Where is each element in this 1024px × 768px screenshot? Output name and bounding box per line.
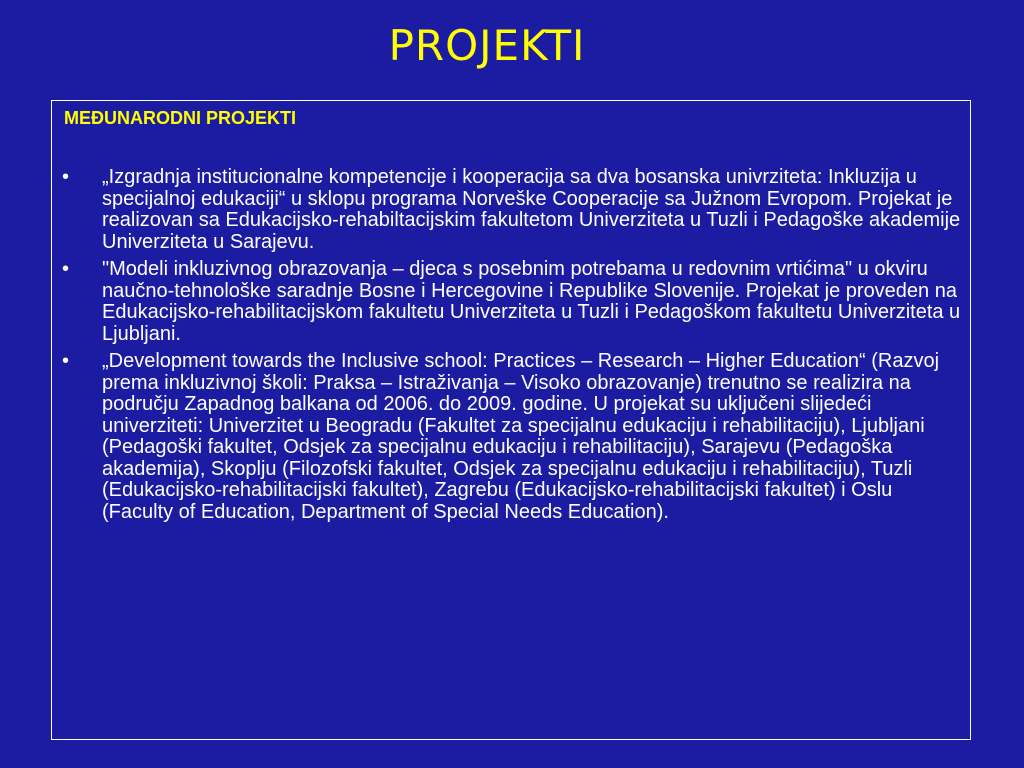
slide-title — [0, 18, 1024, 74]
bullet-marker: • — [62, 258, 70, 280]
project-list — [62, 167, 962, 529]
slide-title-text: PROJEKTI — [388, 21, 586, 70]
bullet-marker: • — [62, 166, 70, 188]
list-item — [62, 351, 962, 523]
list-item-text: „Izgradnja institucionalne kompetencije i kooperacija sa dva bosanska univrziteta: Inkluzija u specijalnoj edukaciji“ u sklopu programa Norveške Cooperacije sa Južnom Evropom. Projekat je realizovan sa Edukacijsko-rehabiltacijskim fakultetom Univerziteta u Tuzli i Pedagoške akademije Univerziteta u Sarajevu. — [102, 166, 961, 253]
list-item — [62, 167, 962, 253]
bullet-marker: • — [62, 350, 70, 372]
list-item-text: „Development towards the Inclusive school: Practices – Research – Higher Education“ (Razvoj prema inkluzivnoj školi: Praksa – Istraživanja – Visoko obrazovanje) trenutno se realizira na području Zapadnog balkana od 2006. do 2009. godine. U projekat su uključeni slijedeći univerziteti: Univerzitet u Beogradu (Fakultet za specijalnu edukaciju i rehabilitaciju), Ljubljani (Pedagoški fakultet, Odsjek za specijalnu edukaciju i rehabilitaciju), Sarajevu (Pedagoška akademija), Skoplju (Filozofski fakultet, Odsjek za specijalnu edukaciju i rehabilitaciju), Tuzli (Edukacijsko-rehabilitacijski fakultet), Zagrebu (Edukacijsko-rehabilitacijski fakultet) i Oslu (Faculty of Education, Department of Special Needs Education). — [102, 350, 940, 523]
list-item-text: "Modeli inkluzivnog obrazovanja – djeca s posebnim potrebama u redovnim vrtićima" u okviru naučno-tehnološke saradnje Bosne i Hercegovine i Republike Slovenije. Projekat je proveden na Edukacijsko-rehabilitacijskom fakultetu Univerziteta u Tuzli i Pedagoškom fakultetu Univerziteta u Ljubljani. — [102, 258, 961, 345]
list-item — [62, 259, 962, 345]
section-heading: MEĐUNARODNI PROJEKTI — [64, 108, 297, 128]
content-box — [51, 100, 971, 740]
